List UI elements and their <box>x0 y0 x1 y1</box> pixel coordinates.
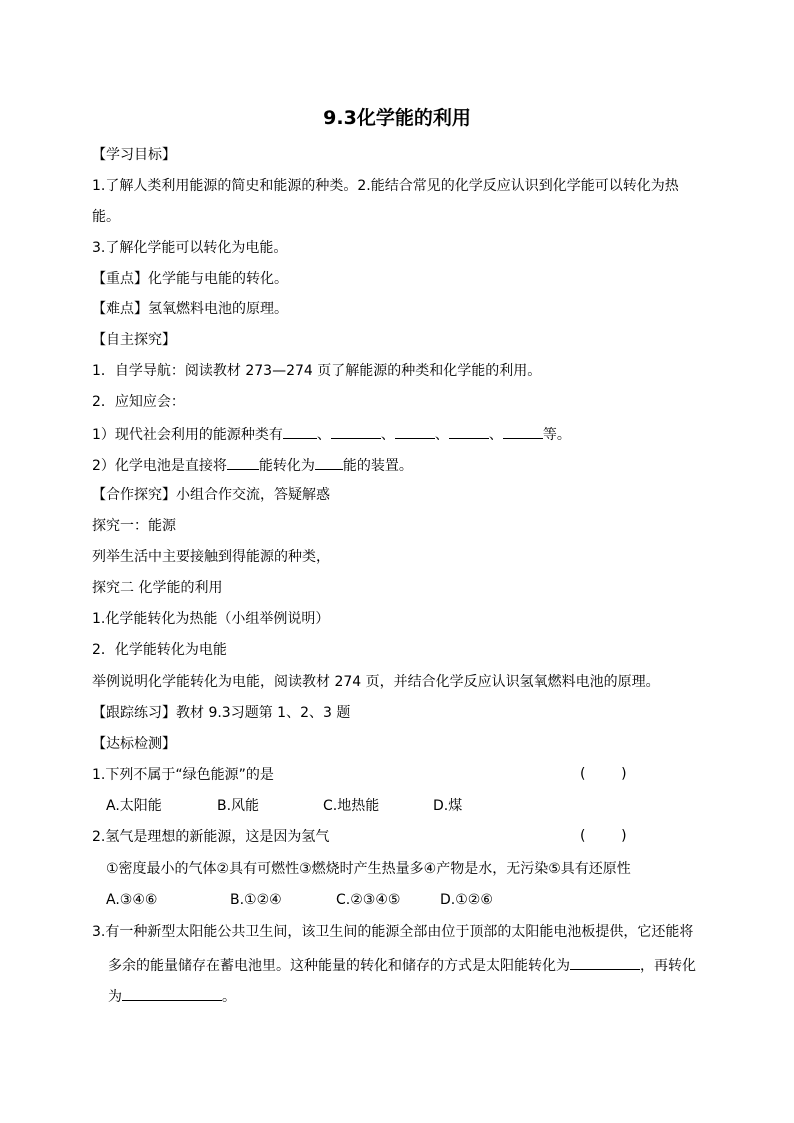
answer-blank[interactable] <box>449 424 489 439</box>
key-point-text: 化学能与电能的转化。 <box>148 271 288 287</box>
q3-text-d: 。 <box>222 989 236 1005</box>
self-explore-item-1: 1．自学导航：阅读教材 273—274 页了解能源的种类和化学能的利用。 <box>92 363 542 379</box>
goals-line-1b: 能。 <box>92 209 120 225</box>
difficulty-text: 氢氧燃料电池的原理。 <box>148 301 288 317</box>
practice-text: 教材 9.3习题第 1、2、3 题 <box>176 705 351 721</box>
q2-part-a: 2）化学电池是直接将 <box>92 458 227 474</box>
answer-blank[interactable] <box>122 986 222 1001</box>
test-question-2: 2.氢气是理想的新能源，这是因为氢气 <box>92 829 330 845</box>
fill-question-2 <box>92 455 413 475</box>
q2-part-c: 能的装置。 <box>342 458 413 474</box>
practice-tag: 【跟踪练习】 <box>92 705 176 721</box>
answer-blank[interactable] <box>315 455 343 470</box>
test-q2-detail: ①密度最小的气体②具有可燃性③燃烧时产生热量多④产物是水，无污染⑤具有还原性 <box>106 861 631 877</box>
option-d[interactable]: D.煤 <box>433 798 463 814</box>
coop-heading <box>92 486 330 504</box>
q3-text-b: ，再转化 <box>640 958 696 974</box>
test-question-3-line-2 <box>108 955 696 975</box>
separator: 、 <box>488 427 503 443</box>
separator: 、 <box>380 427 395 443</box>
answer-paren[interactable]: ( ) <box>580 766 627 782</box>
key-point-tag: 【重点】 <box>92 271 148 287</box>
difficulty <box>92 300 288 318</box>
goals-heading: 【学习目标】 <box>92 147 176 163</box>
q1-prefix: 1）现代社会利用的能源种类有 <box>92 427 283 443</box>
option-a[interactable]: A.③④⑥ <box>106 892 158 908</box>
explore-1-text: 列举生活中主要接触到得能源的种类， <box>92 549 330 565</box>
option-c[interactable]: C.②③④⑤ <box>336 892 401 908</box>
q2-part-b: 能转化为 <box>258 458 315 474</box>
q1-suffix: 等。 <box>542 427 571 443</box>
q3-text-a: 多余的能量储存在蓄电池里。这种能量的转化和储存的方式是太阳能转化为 <box>108 958 570 974</box>
option-a[interactable]: A.太阳能 <box>106 798 162 814</box>
option-c[interactable]: C.地热能 <box>323 798 380 814</box>
q3-text-c: 为 <box>108 989 122 1005</box>
goals-line-1: 1.了解人类利用能源的简史和能源的种类。2.能结合常见的化学反应认识到化学能可以转化为热 <box>92 178 679 194</box>
coop-tag: 【合作探究】 <box>92 487 176 503</box>
goals-line-2: 3.了解化学能可以转化为电能。 <box>92 240 288 256</box>
answer-blank[interactable] <box>395 424 435 439</box>
answer-blank[interactable] <box>227 455 259 470</box>
explore-1-title: 探究一：能源 <box>92 518 176 534</box>
separator: 、 <box>434 427 449 443</box>
test-q1-options <box>106 797 462 815</box>
fill-question-1 <box>92 424 571 444</box>
explore-2-item-1: 1.化学能转化为热能（小组举例说明） <box>92 611 330 627</box>
explore-2-item-3: 举例说明化学能转化为电能，阅读教材 274 页，并结合化学反应认识氢氧燃料电池的原理。 <box>92 674 660 690</box>
page-title: 9.3化学能的利用 <box>323 107 471 129</box>
test-question-3-line-1: 3.有一种新型太阳能公共卫生间，该卫生间的能源全部由位于顶部的太阳能电池板提供，它还能将 <box>92 924 694 940</box>
answer-blank[interactable] <box>570 955 640 970</box>
key-point <box>92 270 288 288</box>
explore-2-title: 探究二 化学能的利用 <box>92 580 223 596</box>
option-b[interactable]: B.风能 <box>217 798 260 814</box>
answer-blank[interactable] <box>331 424 381 439</box>
test-question-1: 1.下列不属于“绿色能源”的是 <box>92 767 274 783</box>
self-explore-heading: 【自主探究】 <box>92 332 176 348</box>
separator: 、 <box>316 427 331 443</box>
coop-text: 小组合作交流，答疑解惑 <box>176 487 330 503</box>
test-q2-options <box>106 891 493 909</box>
self-explore-item-2: 2．应知应会： <box>92 394 185 410</box>
answer-blank[interactable] <box>503 424 543 439</box>
test-question-3-line-3 <box>108 986 236 1006</box>
practice <box>92 704 350 722</box>
difficulty-tag: 【难点】 <box>92 301 148 317</box>
test-heading: 【达标检测】 <box>92 736 176 752</box>
answer-blank[interactable] <box>283 424 317 439</box>
option-b[interactable]: B.①②④ <box>230 892 282 908</box>
option-d[interactable]: D.①②⑥ <box>440 892 493 908</box>
answer-paren[interactable]: ( ) <box>580 828 627 844</box>
explore-2-item-2: 2．化学能转化为电能 <box>92 642 227 658</box>
